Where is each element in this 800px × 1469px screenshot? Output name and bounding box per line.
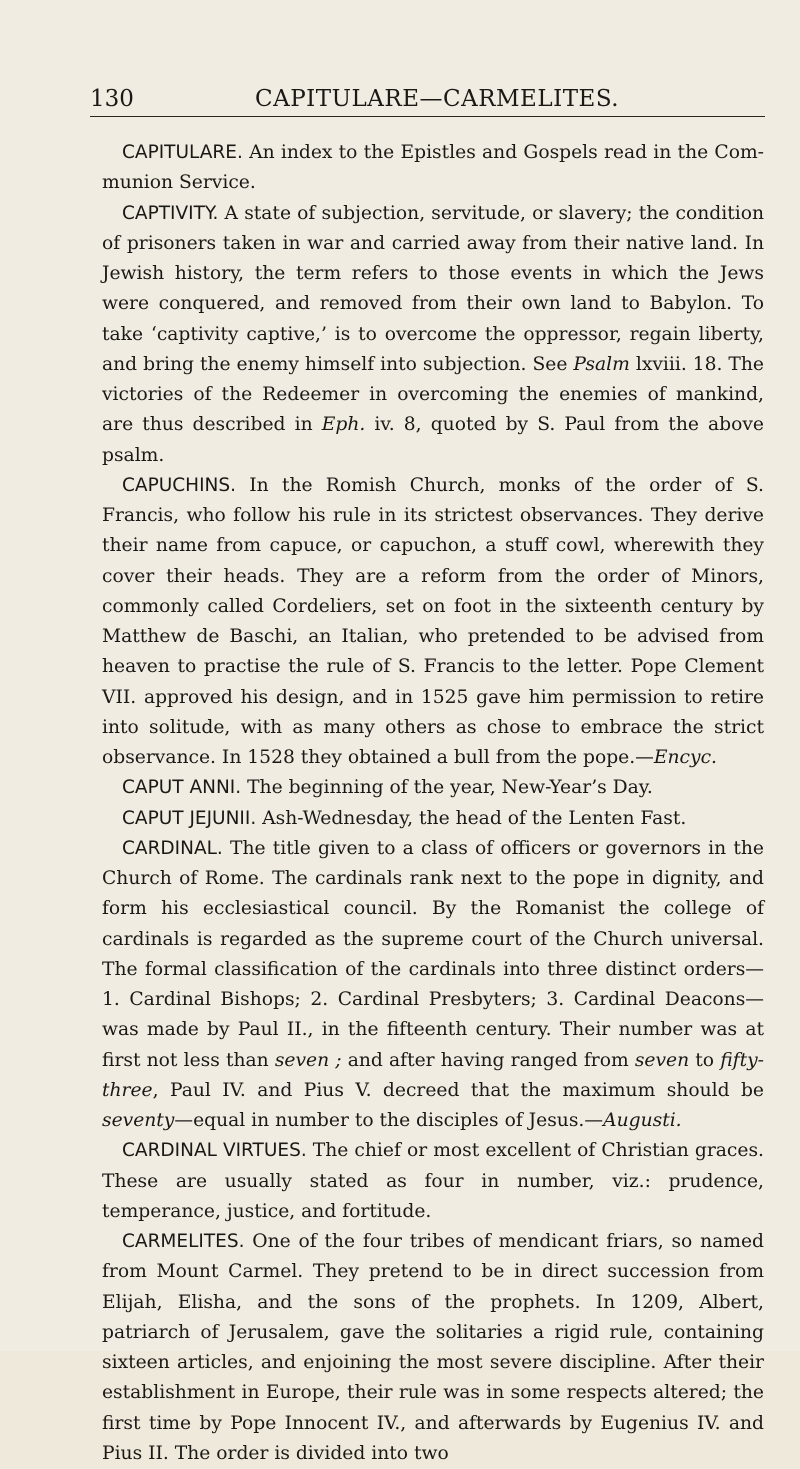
entry-text: The chief or most excellent of Christian graces. These are usually stated as four in number, viz.: prudence, temperance, justice, and fortitude. — [102, 1140, 764, 1222]
entry-italic-text: seven — [634, 1049, 690, 1071]
page-header — [90, 86, 765, 117]
dictionary-entry — [102, 199, 764, 471]
entry-text: and after having ranged from — [341, 1049, 635, 1071]
entry-italic-text: seven ; — [274, 1049, 342, 1071]
entry-italic-text: Psalm — [573, 353, 630, 375]
dictionary-entry — [102, 471, 764, 774]
entry-text: , Paul IV. and Pius V. decreed that the maximum should be — [152, 1079, 764, 1101]
entry-text: —equal in number to the disciples of Jesus.— — [174, 1110, 604, 1131]
entry-term: CAPUCHINS. — [122, 474, 237, 496]
entry-italic-text: Encyc. — [653, 747, 717, 768]
entry-term: CAPUT ANNI. — [122, 777, 242, 799]
entry-text: An index to the Epistles and Gospels read in the Communion Service. — [102, 142, 764, 194]
entry-text: The title given to a class of officers or governors in the Church of Rome. The cardinals rank next to the pope in dignity, and form his ecclesiastical council. By the Romanist the college of cardinals is regarded as the supreme court of the Church universal. The formal classification of the cardinals into three distinct orders— 1. Cardinal Bishops; 2. Cardinal Presbyters; 3. Cardinal Deacons—was made by Paul II., in the fifteenth century. Their number was at first not less than — [102, 837, 764, 1071]
dictionary-entry — [102, 1227, 764, 1469]
entry-term: CARDINAL. — [122, 837, 223, 859]
dictionary-entry — [102, 804, 764, 834]
entry-text: Ash-Wednesday, the head of the Lenten Fast. — [256, 807, 687, 829]
dictionary-entry — [102, 138, 764, 199]
entry-italic-text: fifty-three — [102, 1049, 764, 1101]
entry-text: In the Romish Church, monks of the order of S. Francis, who follow his rule in its strictest observances. They derive their name from capuce, or capuchon, a stuff cowl, wherewith they cover their heads. They are a reform from the order of Minors, commonly called Cordeliers, set on foot in the sixteenth century by Matthew de Baschi, an Italian, who pretended to be advised from heaven to practise the rule of S. Francis to the letter. Pope Clement VII. approved his design, and in 1525 gave him permission to retire into solitude, with as many others as chose to embrace the strict observance. In 1528 they obtained a bull from the pope.— — [102, 474, 764, 768]
entry-term: CAPTIVITY. — [122, 202, 219, 224]
entry-text: One of the four tribes of mendicant friars, so named from Mount Carmel. They pretend to be in direct succession from Elijah, Elisha, and the sons of the prophets. In 1209, Albert, patriarch of Jerusalem, gave the solitaries a rigid rule, containing sixteen articles, and enjoining the most severe discipline. After their establishment in Europe, their rule was in some respects altered; the first time by Pope Innocent IV., and afterwards by Eugenius IV. and Pius II. The order is divided into two — [102, 1231, 764, 1464]
entry-text: The beginning of the year, New-Year’s Day. — [241, 777, 653, 799]
dictionary-entry — [102, 773, 764, 803]
entry-text: lxviii. 18. The victories of the Redeemer in overcoming the enemies of mankind, are thus described in — [102, 353, 764, 436]
entry-text: A state of subjection, servitude, or slavery; the condition of prisoners taken in war and carried away from their native land. In Jewish history, the term refers to those events in which the Jews were conquered, and removed from their own land to Babylon. To take ‘captivity captive,’ is to overcome the oppressor, regain liberty, and bring the enemy himself into subjection. See — [102, 202, 764, 375]
dictionary-entry — [102, 1136, 764, 1227]
entry-term: CAPUT JEJUNII. — [122, 807, 257, 829]
dictionary-entries — [102, 138, 764, 1469]
entry-italic-text: Eph. — [321, 414, 366, 436]
dictionary-entry — [102, 834, 764, 1137]
entry-italic-text: seventy — [102, 1110, 175, 1131]
entry-text: iv. 8, quoted by S. Paul from the above psalm. — [102, 414, 764, 466]
running-head: CAPITULARE—CARMELITES. — [255, 86, 620, 112]
entry-text: to — [689, 1049, 721, 1071]
entry-term: CARDINAL VIRTUES. — [122, 1140, 307, 1162]
entry-italic-text: Augusti. — [603, 1110, 682, 1131]
entry-term: CARMELITES. — [122, 1231, 245, 1252]
entry-term: CAPITULARE. — [122, 142, 243, 163]
page-number: 130 — [90, 86, 134, 112]
